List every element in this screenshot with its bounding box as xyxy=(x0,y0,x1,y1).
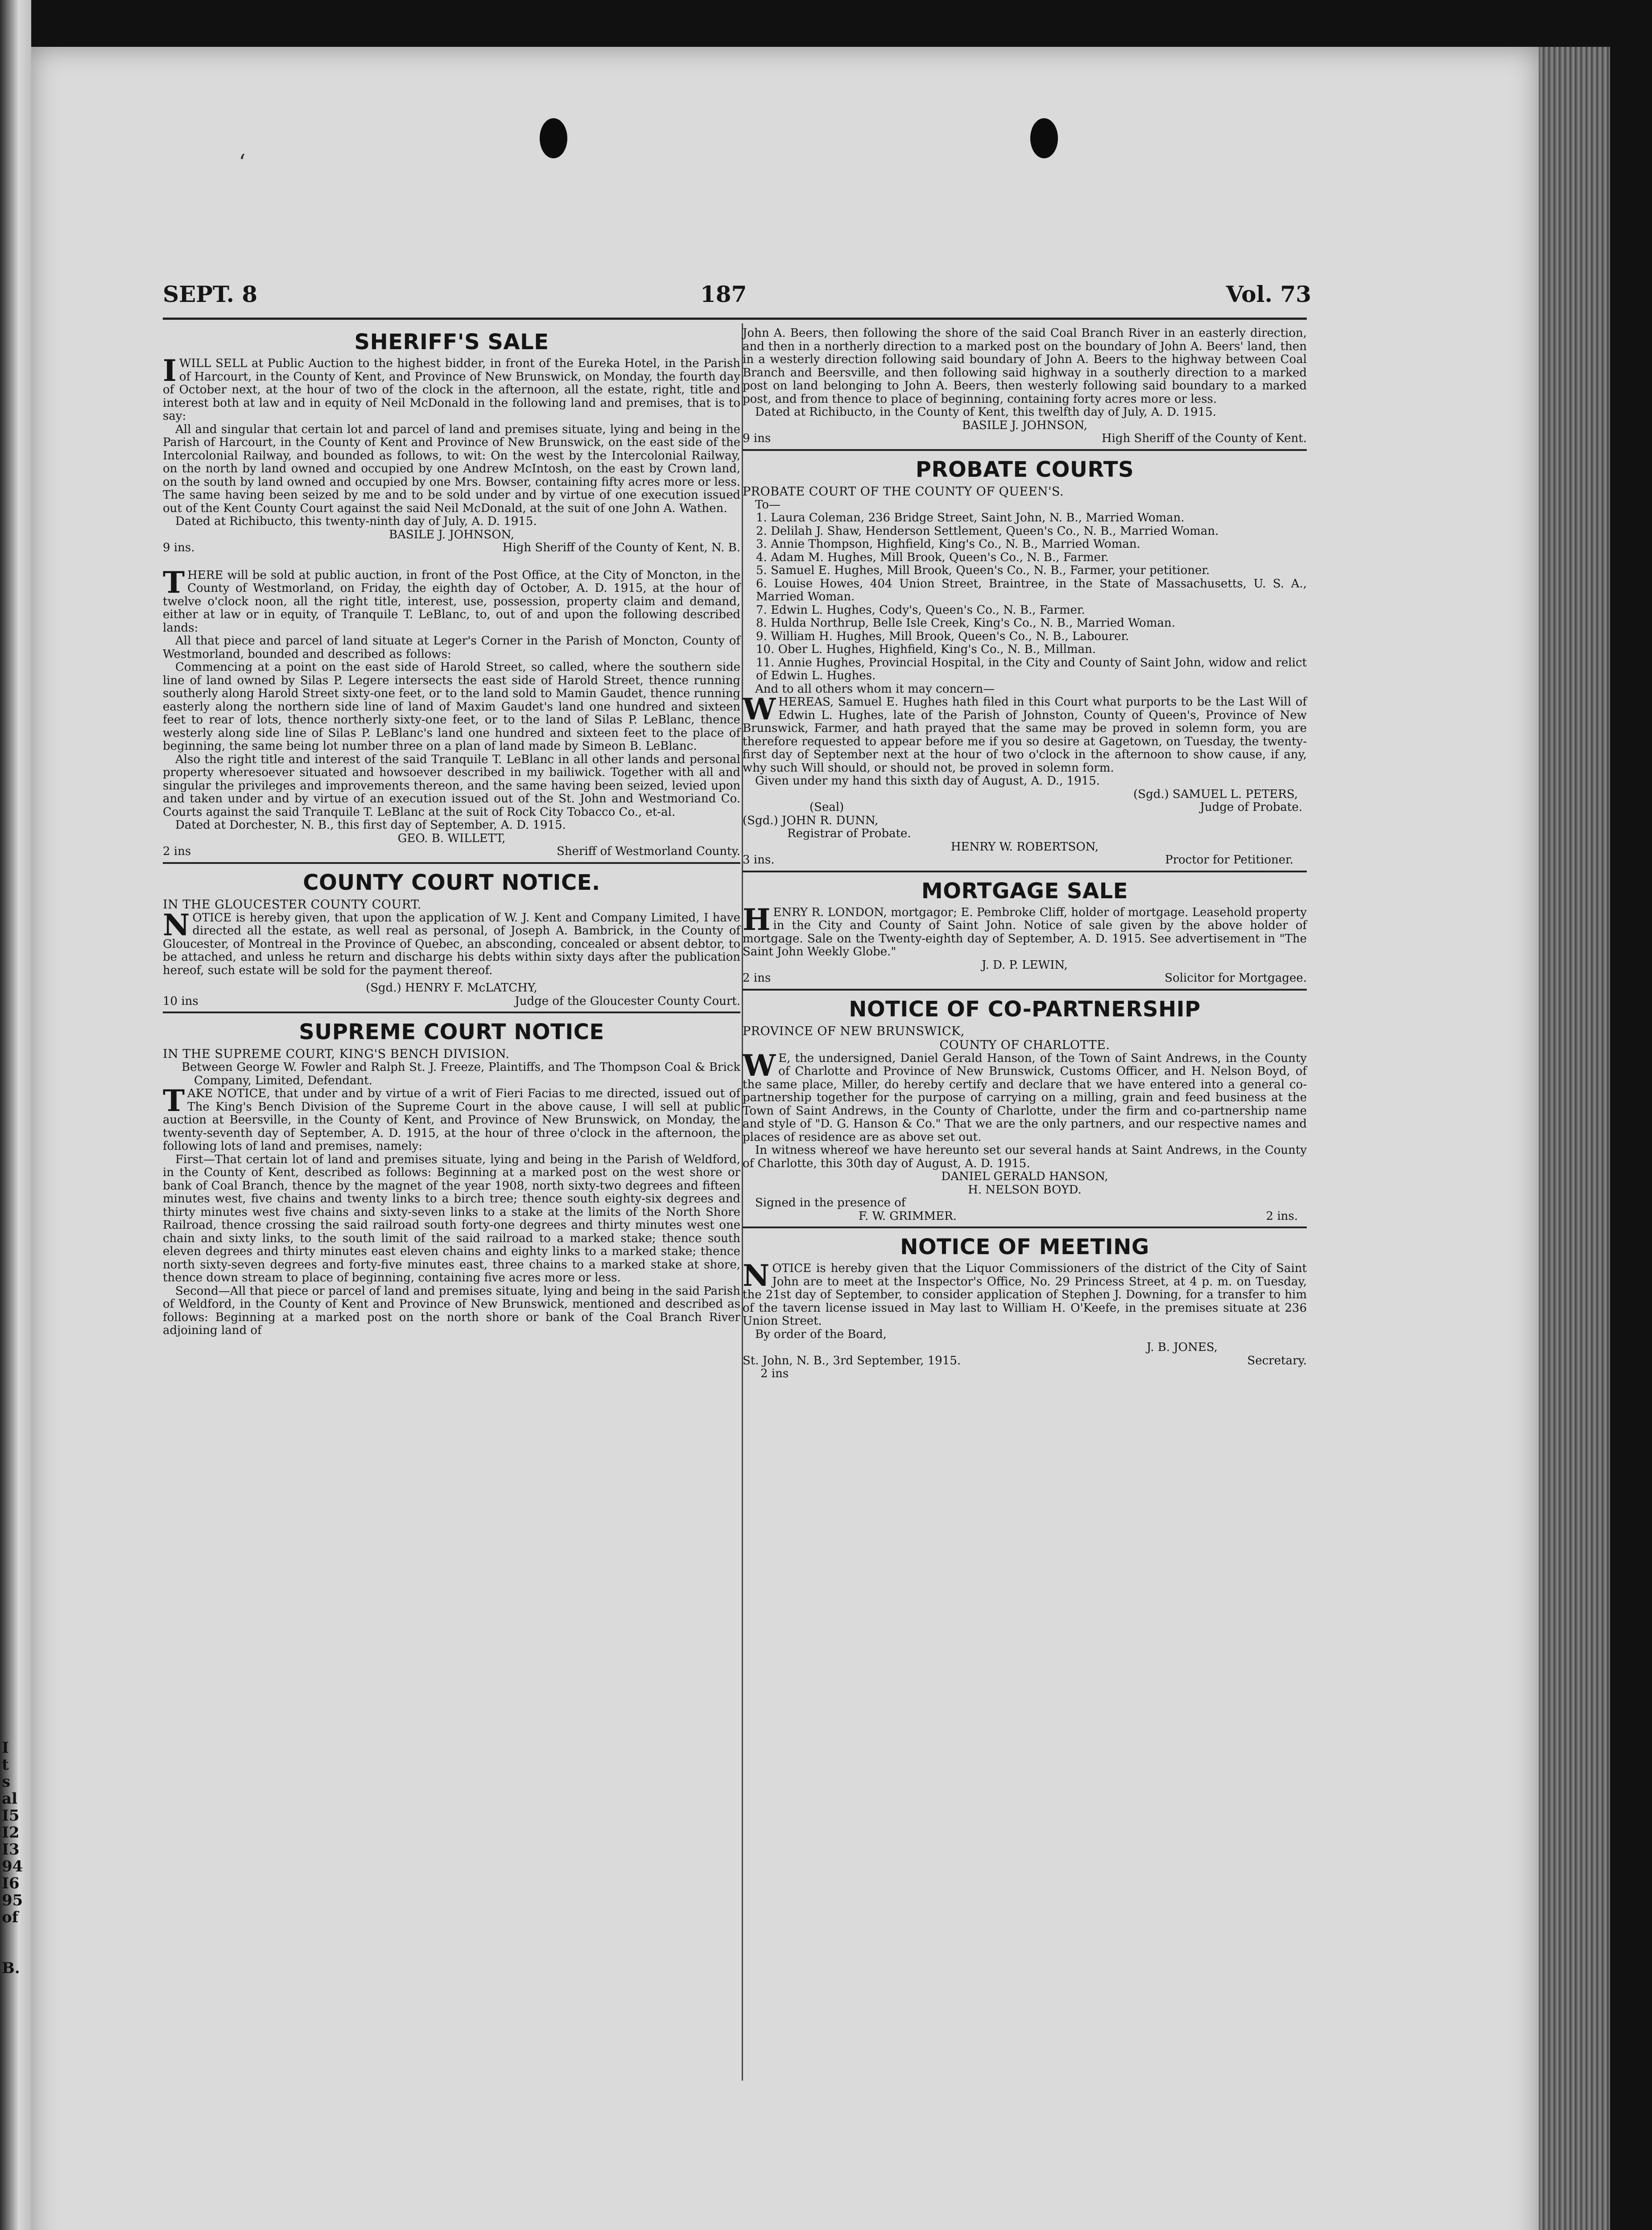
moncton-auction-notice xyxy=(163,565,740,864)
margin-char: I xyxy=(2,1739,9,1756)
list-item: 11. Annie Hughes, Provincial Hospital, in the City and County of Saint John, widow and relict of Edwin L. Hughes. xyxy=(756,656,1307,682)
notice-paragraph: E, the undersigned, Daniel Gerald Hanson, of the Town of Saint Andrews, in the County of Charlotte and Province of New Brunswick, Customs Officer, and H. Nelson Boyd, of the same place, Miller, do hereby certify and declare that we have entered into a general co-partnership together for the purpose of carrying on a milling, grain and feed business at the Town of Saint Andrews, in the County of Charlotte, under the firm and co-partnership name and style of "D. G. Hanson & Co." That we are the only partners, and our respective names and places of residence are as above set out. xyxy=(743,1051,1307,1144)
notice-paragraph: Second—All that piece or parcel of land and premises situate, lying and being in the said Parish of Weldford, in the County of Kent and Province of New Brunswick, mentioned and described as follows: Beginning at a marked post on the north shore or bank of the Coal Branch River adjoining land of xyxy=(163,1284,740,1337)
header-date: SEPT. 8 xyxy=(163,281,258,307)
section-title: SUPREME COURT NOTICE xyxy=(299,1020,604,1045)
signer-name: (Sgd.) SAMUEL L. PETERS, xyxy=(1133,787,1298,801)
signer-name: GEO. B. WILLETT, xyxy=(397,831,506,845)
list-item: 8. Hulda Northrup, Belle Isle Creek, King's Co., N. B., Married Woman. xyxy=(756,616,1175,630)
dated-line: Dated at Richibucto, in the County of Kent, this twelfth day of July, A. D. 1915. xyxy=(755,405,1217,419)
addressee-heading: To— xyxy=(755,498,781,512)
notice-paragraph: HEREAS, Samuel E. Hughes hath filed in this Court what purports to be the Last Will of Edwin L. Hughes, late of the Parish of Johnston, County of Queen's, Province of New Brunswick, Farmer, and hath prayed that the same may be proved in solemn form, you are therefore requested to appear before me if you so desire at Gagetown, on Tuesday, the twenty-first day of September next at the hour of two o'clock in the afternoon to show cause, if any, why such Will should, or should not, be proved in solemn form. xyxy=(743,695,1307,775)
insertion-count: 9 ins xyxy=(743,432,771,445)
copartnership-notice xyxy=(743,997,1307,1229)
list-item: 2. Delilah J. Shaw, Henderson Settlement, Queen's Co., N. B., Married Woman. xyxy=(756,524,1219,538)
signer-title: Judge of Probate. xyxy=(1200,801,1302,814)
notice-paragraph: All and singular that certain lot and parcel of land and premises situate, lying and being in the Parish of Harcourt, in the County of Kent and Province of New Brunswick, on the east side of the Intercolonial Railway, and bounded as follows, to wit: On the west by the Intercolonial Railway, on the north by land owned and occupied by one Andrew McIntosh, on the east by Crown land, on the south by land owned and occupied by one Mrs. Bowser, containing fifty acres more or less. The same having been seized by me and to be sold under and by virtue of one execution issued out of the Kent County Court against the said Neil McDonald, at the suit of one John A. Wathen. xyxy=(163,422,740,515)
signature-row xyxy=(743,1210,1307,1223)
signature-row xyxy=(163,995,740,1008)
left-column xyxy=(163,323,740,1346)
list-item: 10. Ober L. Hughes, Highfield, King's Co., N. B., Millman. xyxy=(756,643,1096,656)
margin-char: of xyxy=(2,1909,19,1926)
witness-label: Signed in the presence of xyxy=(755,1196,906,1210)
adjacent-page-edge xyxy=(0,0,31,2230)
signer-name: (Sgd.) HENRY F. McLATCHY, xyxy=(366,981,537,995)
notice-paragraph: Also the right title and interest of the said Tranquile T. LeBlanc in all other lands and personal property wheresoever situated and howsoever described in my bailiwick. Together with all and singular the privileges and improvements thereon, and the same having been seized, levied upon and taken under and by virtue of an execution issued out of the St. John and Westmoriand Co. Courts against the said Tranquile T. LeBlanc at the suit of Rock City Tobacco Co., et-al. xyxy=(163,752,740,819)
binding-hole-icon xyxy=(1030,118,1058,158)
drop-cap: W xyxy=(743,692,776,727)
signer-name: HENRY W. ROBERTSON, xyxy=(950,840,1099,854)
insertion-count: 10 ins xyxy=(163,994,198,1008)
margin-char: al xyxy=(2,1790,17,1807)
notice-paragraph: And to all others whom it may concern— xyxy=(755,682,995,696)
margin-char xyxy=(2,1943,29,1960)
province-line: PROVINCE OF NEW BRUNSWICK, xyxy=(743,1024,965,1038)
right-column xyxy=(743,323,1307,1390)
signer-title: Sheriff of Westmorland County. xyxy=(557,845,740,858)
signer-name: BASILE J. JOHNSON, xyxy=(388,528,515,541)
signer-name: (Sgd.) JOHN R. DUNN, xyxy=(743,814,879,827)
insertion-count: 9 ins. xyxy=(163,541,195,554)
list-item: 6. Louise Howes, 404 Union Street, Braintree, in the State of Massachusetts, U. S. A., Married Woman. xyxy=(756,577,1307,603)
drop-cap: N xyxy=(743,1258,770,1293)
drop-cap: T xyxy=(163,1083,185,1118)
notice-paragraph: All that piece and parcel of land situate at Leger's Corner in the Parish of Moncton, County of Westmorland, bounded and described as follows: xyxy=(163,634,740,661)
margin-char: s xyxy=(2,1773,11,1790)
book-page-edges xyxy=(1539,47,1610,2230)
signer-name: DANIEL GERALD HANSON, xyxy=(941,1170,1108,1183)
signer-title: Judge of the Gloucester County Court. xyxy=(515,994,740,1008)
signature-row xyxy=(743,854,1307,867)
notice-paragraph: John A. Beers, then following the shore of the said Coal Branch River in an easterly direction, and then in a northerly direction to a marked post on the boundary of John A. Beers' land, then in a westerly direction following said boundary of John A. Beers to the highway between Coal Branch and Beersville, and then following said highway in a southerly direction to a marked post on land belonging to John A. Beers, then westerly following said boundary to a marked post, and from thence to place of beginning, containing forty acres more or less. xyxy=(743,326,1307,406)
signature-row xyxy=(163,541,740,555)
signature-row xyxy=(163,845,740,859)
sheriffs-sale-notice xyxy=(163,330,740,556)
signature-row xyxy=(743,1355,1307,1368)
supreme-court-notice-continued xyxy=(743,323,1307,451)
notice-paragraph: ENRY R. LONDON, mortgagor; E. Pembroke Cliff, holder of mortgage. Leasehold property in the City and County of Saint John. Notice of sale given by the above holder of mortgage. Sale on the Twenty-eighth day of September, A. D. 1915. See advertisement in "The Saint John Weekly Globe." xyxy=(743,905,1307,958)
header-rule xyxy=(163,318,1307,320)
margin-char: I6 xyxy=(2,1875,20,1892)
drop-cap: W xyxy=(743,1048,776,1083)
margin-char: I3 xyxy=(2,1841,20,1858)
list-item: 7. Edwin L. Hughes, Cody's, Queen's Co., N. B., Farmer. xyxy=(756,603,1085,617)
court-name: PROBATE COURT OF THE COUNTY OF QUEEN'S. xyxy=(743,484,1064,499)
signer-title: Proctor for Petitioner. xyxy=(1165,853,1293,867)
supreme-court-notice xyxy=(163,1020,740,1341)
signer-title: Solicitor for Mortgagee. xyxy=(1165,971,1307,985)
section-title: NOTICE OF MEETING xyxy=(900,1235,1149,1260)
signer-title: High Sheriff of the County of Kent. xyxy=(1101,432,1307,445)
court-name: IN THE SUPREME COURT, KING'S BENCH DIVISION. xyxy=(163,1047,510,1061)
notice-paragraph: HERE will be sold at public auction, in front of the Post Office, at the City of Moncton, in the County of Westmorland, on Friday, the eighth day of October, A. D. 1915, at the hour of twelve o'clock noon, all the right title, interest, use, possession, property claim and demand, either at law or in equity, of Tranquile T. LeBlanc, to, out of and upon the following described lands: xyxy=(163,568,740,635)
county-court-notice xyxy=(163,870,740,1014)
section-title: PROBATE COURTS xyxy=(915,457,1134,482)
signer-name: J. D. P. LEWIN, xyxy=(982,958,1068,972)
notice-paragraph: By order of the Board, xyxy=(755,1327,887,1341)
section-title: COUNTY COURT NOTICE. xyxy=(303,870,600,895)
margin-char: 95 xyxy=(2,1892,23,1909)
volume-number: Vol. 73 xyxy=(1226,281,1311,307)
margin-char xyxy=(2,1926,29,1943)
list-item: 5. Samuel E. Hughes, Mill Brook, Queen's Co., N. B., Farmer, your petitioner. xyxy=(756,564,1210,577)
drop-cap: N xyxy=(163,907,190,942)
signature-row xyxy=(743,801,1307,814)
list-item: 9. William H. Hughes, Mill Brook, Queen's Co., N. B., Labourer. xyxy=(756,629,1129,643)
list-item: 3. Annie Thompson, Highfield, King's Co., N. B., Married Woman. xyxy=(756,537,1140,551)
section-title: SHERIFF'S SALE xyxy=(354,330,549,355)
margin-char: B. xyxy=(2,1960,20,1977)
case-parties: Between George W. Fowler and Ralph St. J. Freeze, Plaintiffs, and The Thompson Coal & Brick Company, Limited, Defendant. xyxy=(182,1061,740,1087)
notice-paragraph: WILL SELL at Public Auction to the highest bidder, in front of the Eureka Hotel, in the Parish of Harcourt, in the County of Kent, and Province of New Brunswick, on Monday, the fourth day of October next, at the hour of two of the clock in the afternoon, all the estate, right, title and interest both at law and in equity of Neil McDonald in the following land and premises, that is to say: xyxy=(163,357,740,423)
meeting-notice xyxy=(743,1235,1307,1384)
signer-name: BASILE J. JOHNSON, xyxy=(962,418,1088,432)
page-header xyxy=(163,281,1311,312)
signer-title: High Sheriff of the County of Kent, N. B. xyxy=(502,541,740,554)
court-name: IN THE GLOUCESTER COUNTY COURT. xyxy=(163,897,421,912)
section-title: MORTGAGE SALE xyxy=(921,878,1128,904)
dated-line: Dated at Richibucto, this twenty-ninth day of July, A. D. 1915. xyxy=(175,515,537,528)
insertion-count: 2 ins. xyxy=(1266,1209,1298,1223)
pencil-mark: ‘ xyxy=(239,149,246,175)
signer-title: Secretary. xyxy=(1247,1354,1307,1367)
insertion-count: 2 ins xyxy=(163,845,191,858)
margin-char: t xyxy=(2,1756,9,1773)
dated-line: Dated at Dorchester, N. B., this first day of September, A. D. 1915. xyxy=(175,818,566,832)
signer-name: J. B. JONES, xyxy=(1146,1341,1218,1354)
probate-courts-notice xyxy=(743,457,1307,872)
insertion-count: 2 ins xyxy=(760,1367,789,1380)
drop-cap: I xyxy=(163,353,177,388)
signer-title: Registrar of Probate. xyxy=(787,827,911,840)
signature-row xyxy=(743,972,1307,985)
drop-cap: H xyxy=(743,902,771,937)
seal-label: (Seal) xyxy=(809,801,844,814)
notice-paragraph: First—That certain lot of land and premises situate, lying and being in the Parish of Weldford, in the County of Kent, described as follows: Beginning at a marked post on the west shore or bank of Coal Branch, thence by the magnet of the year 1908, north sixty-two degrees and fifteen minutes west, five chains and twenty links to a birch tree; thence south eighty-six degrees and thirty minutes west five chains and sixty-seven links to a stake at the limits of the North Shore Railroad, thence crossing the said railroad south forty-one degrees and thirty minutes west one chain and sixty links, to the south limit of the said railroad to a marked stake; thence south eleven degrees and thirty minutes east eleven chains and eighty links to a marked stake; thence north sixty-seven degrees and forty-five minutes east, three chains to a marked stake at shore, thence down stream to place of beginning, containing five acres more or less. xyxy=(163,1152,740,1284)
binding-hole-icon xyxy=(540,118,567,158)
margin-char: I5 xyxy=(2,1807,20,1824)
signature-row xyxy=(743,432,1307,446)
list-item: 4. Adam M. Hughes, Mill Brook, Queen's Co., N. B., Farmer. xyxy=(756,550,1109,564)
addressee-list xyxy=(743,512,1307,683)
signer-name: H. NELSON BOYD. xyxy=(968,1183,1082,1197)
notice-paragraph: AKE NOTICE, that under and by virtue of a writ of Fieri Facias to me directed, issued out of The King's Bench Division of the Supreme Court in the above cause, I will sell at public auction at Beersville, in the County of Kent, and Province of New Brunswick, on Monday, the twenty-seventh day of September, A. D. 1915, at the hour of three o'clock in the afternoon, the following lots of land and premises, namely: xyxy=(163,1087,740,1153)
margin-char: I2 xyxy=(2,1824,20,1841)
notice-paragraph: In witness whereof we have hereunto set our several hands at Saint Andrews, in the County of Charlotte, this 30th day of August, A. D. 1915. xyxy=(743,1144,1307,1170)
notice-paragraph: Commencing at a point on the east side of Harold Street, so called, where the southern side line of land owned by Silas P. Legere intersects the east side of Harold Street, thence running southerly along Harold Street sixty-one feet, or to the land sold to Mamin Gaudet, thence running easterly along the northern side line of land of Maxim Gaudet's land one hundred and sixteen feet to rear of lots, thence northerly sixty-one feet, or to the land of Silas P. LeBlanc, thence westerly along side line of Silas P. LeBlanc's land one hundred and sixteen feet to the place of beginning, the same being lot number three on a plan of land made by Simeon B. LeBlanc. xyxy=(163,661,740,753)
notice-paragraph: OTICE is hereby given, that upon the application of W. J. Kent and Company Limited, I have directed all the estate, as well real as personal, of Joseph A. Bambrick, in the County of Gloucester, of Montreal in the Province of Quebec, an absconding, concealed or absent debtor, to be attached, and unless he return and discharge his debts within sixty days after the publication hereof, such estate will be sold for the payment thereof. xyxy=(163,911,740,977)
witness-name: F. W. GRIMMER. xyxy=(859,1209,957,1223)
drop-cap: T xyxy=(163,565,185,600)
adjacent-page-margin-text xyxy=(2,1739,29,1977)
mortgage-sale-notice xyxy=(743,879,1307,991)
insertion-count: 3 ins. xyxy=(743,853,775,867)
margin-char: 94 xyxy=(2,1858,23,1875)
notice-paragraph: OTICE is hereby given that the Liquor Commissioners of the district of the City of Saint John are to meet at the Inspector's Office, No. 29 Princess Street, at 4 p. m. on Tuesday, the 21st day of September, to consider application of Stephen J. Downing, for a transfer to him of the tavern license issued in May last to William H. O'Keefe, in the premises situate at 236 Union Street. xyxy=(743,1262,1307,1328)
county-line: COUNTY OF CHARLOTTE. xyxy=(939,1038,1110,1052)
dated-line: St. John, N. B., 3rd September, 1915. xyxy=(743,1354,961,1367)
insertion-count: 2 ins xyxy=(743,971,771,985)
page-number: 187 xyxy=(700,281,747,307)
dated-line: Given under my hand this sixth day of August, A. D., 1915. xyxy=(755,774,1100,788)
list-item: 1. Laura Coleman, 236 Bridge Street, Saint John, N. B., Married Woman. xyxy=(756,511,1185,524)
section-title: NOTICE OF CO-PARTNERSHIP xyxy=(849,996,1201,1022)
